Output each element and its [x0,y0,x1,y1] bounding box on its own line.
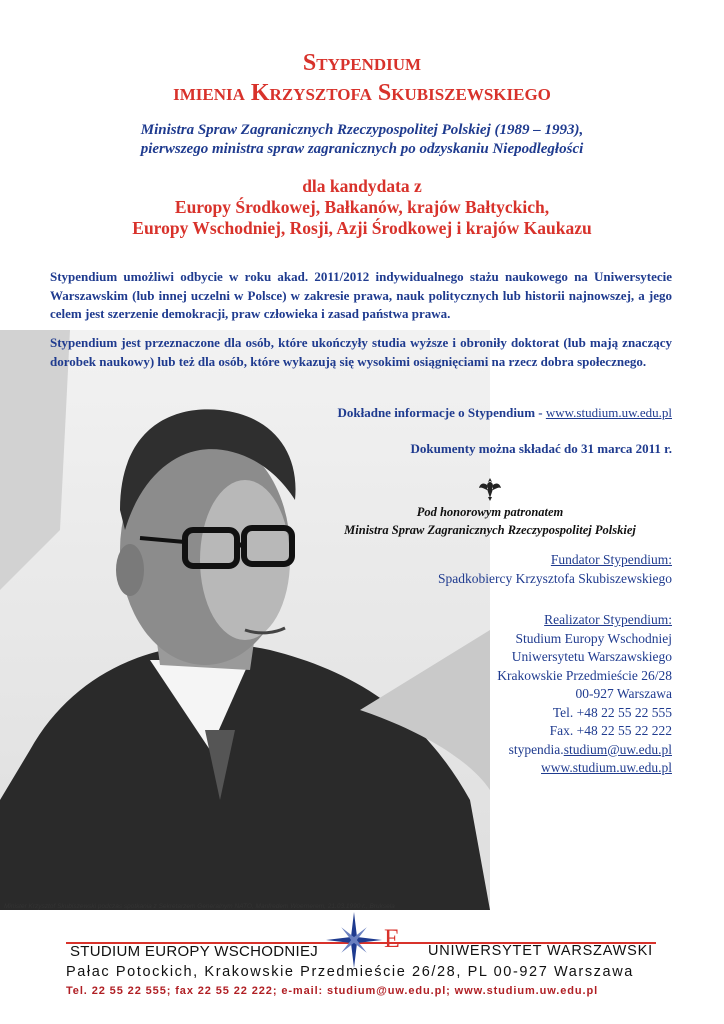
founder-name: Spadkobiercy Krzysztofa Skubiszewskiego [438,570,672,586]
eagle-emblem-icon [478,476,502,502]
founder-heading: Fundator Stypendium: [550,552,672,567]
footer-logo-letter: E [384,924,400,953]
info-link[interactable]: www.studium.uw.edu.pl [545,405,672,420]
email-link[interactable]: studium@uw.edu.pl [563,741,672,757]
patronage-block [300,503,680,539]
organizer-line3: Krakowskie Przedmieście 26/28 [497,667,672,683]
organizer-line1: Studium Europy Wschodniej [515,630,672,646]
photo-caption: Minister Krzysztof Skubiszewski podczas spotkania z Sekretarzem Generalnym NATO, Manfredem Woernerem, 21.03.1990 r., Bruksela [4,903,395,910]
candidates-block [0,176,724,239]
footer-left-label: STUDIUM EUROPY WSCHODNIEJ [70,943,319,960]
organizer-line4: 00-927 Warszawa [575,686,672,701]
subtitle-line2: pierwszego ministra spraw zagranicznych po odzyskaniu Niepodległości [140,141,584,157]
subtitle [0,121,724,159]
organizer-block [497,611,672,778]
title-line1: Stypendium [302,50,422,76]
title-line2: imienia Krzysztofa Skubiszewskiego [173,80,551,106]
patronage-line1: Pod honorowym patronatem [416,505,564,519]
paragraph-eligibility: Stypendium jest przeznaczone dla osób, które ukończyły studia wyższe i obroniły doktorat (lub mają znaczący dorobek naukowy) lub też dla osób, które wykazują się wysokimi osiągnięciami na rzecz dobra społecznego. [50,335,672,369]
patronage-line2: Ministra Spraw Zagranicznych Rzeczypospolitej Polskiej [344,523,636,537]
paragraph-description: Stypendium umożliwi odbycie w roku akad. 2011/2012 indywidualnego stażu naukowego na Uniwersytecie Warszawskim (lub innej uczelni w Polsce) w zakresie prawa, nauk politycznych lub historii najnowszej, a jego celem jest szerzenie demokracji, praw człowieka i zasad państwa prawa. [50,269,672,321]
info-label: Dokładne informacje o Stypendium - [337,405,546,420]
compass-star-icon [326,912,382,968]
founder-block [438,551,672,588]
footer-address: Pałac Potockich, Krakowskie Przedmieście 26/28, PL 00-927 Warszawa [66,964,634,980]
organizer-heading: Realizator Stypendium: [544,612,672,627]
website-link[interactable]: www.studium.uw.edu.pl [541,760,672,775]
footer-contact: Tel. 22 55 22 555; fax 22 55 22 222; e-mail: studium@uw.edu.pl; www.studium.uw.edu.pl [66,985,599,997]
subtitle-line1: Ministra Spraw Zagranicznych Rzeczypospolitej Polskiej (1989 – 1993), [140,122,584,138]
candidates-line2: Europy Środkowej, Bałkanów, krajów Bałtyckich, [174,197,550,217]
organizer-tel: Tel. +48 22 55 22 555 [552,704,672,720]
organizer-fax: Fax. +48 22 55 22 222 [549,723,672,738]
info-line [337,405,672,421]
candidates-line1: dla kandydata z [302,176,422,196]
footer-right-label: UNIWERSYTET WARSZAWSKI [428,943,653,959]
deadline-line: Dokumenty można składać do 31 marca 2011 r. [410,441,672,456]
organizer-email [497,741,672,760]
email-prefix: stypendia. [508,741,564,757]
organizer-line2: Uniwersytetu Warszawskiego [511,649,672,664]
candidates-line3: Europy Wschodniej, Rosji, Azji Środkowej i krajów Kaukazu [132,218,592,238]
